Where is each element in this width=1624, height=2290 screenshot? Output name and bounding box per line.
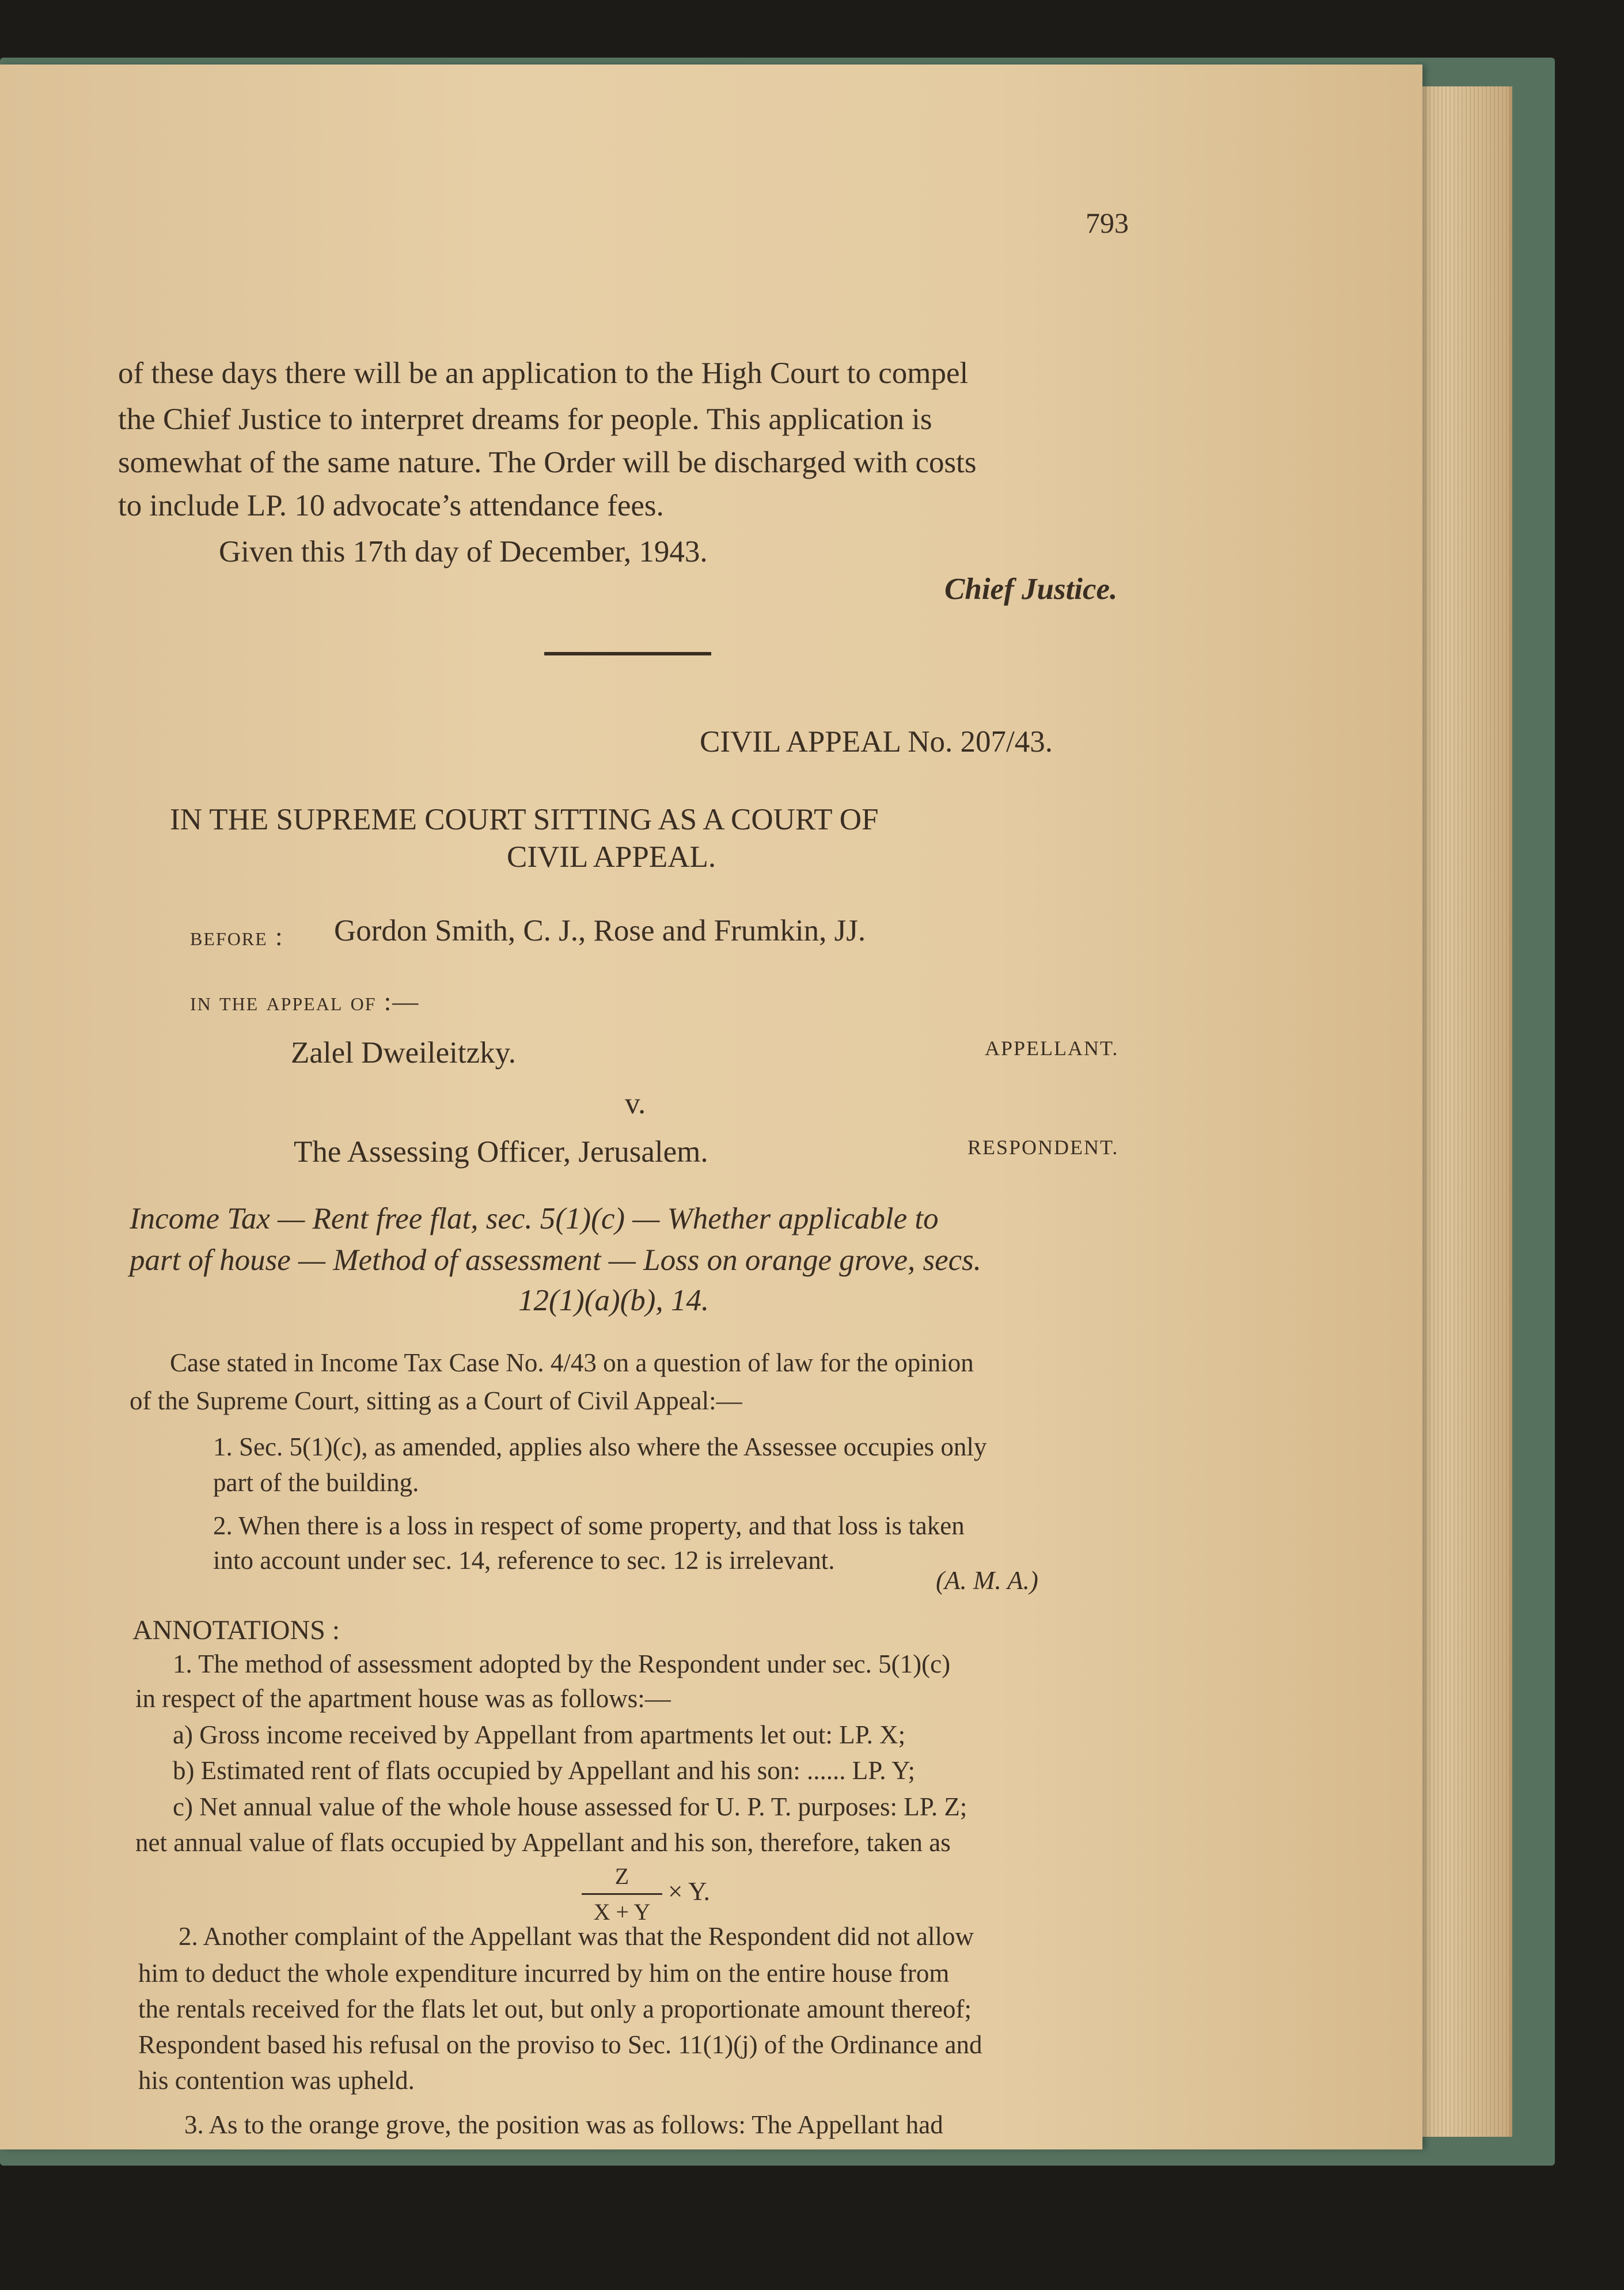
editor-initials: (A. M. A.) (936, 1566, 1038, 1595)
annotation-2-line-2: him to deduct the whole expenditure incurred by him on the entire house from (138, 1959, 950, 1988)
holding-2-line-2: into account under sec. 14, reference to sec. 12 is irrelevant. (213, 1546, 835, 1575)
court-heading-line-2: CIVIL APPEAL. (507, 840, 716, 874)
annotation-2-line-4: Respondent based his refusal on the proviso to Sec. 11(1)(j) of the Ordinance and (138, 2030, 982, 2059)
formula-multiplier: × Y. (668, 1877, 710, 1906)
annotations-heading: ANNOTATIONS : (132, 1615, 340, 1646)
headnote-line-2: part of house — Method of assessment — Loss on orange grove, secs. (130, 1243, 982, 1277)
annotation-item-c: c) Net annual value of the whole house assessed for U. P. T. purposes: LP. Z; (173, 1792, 967, 1821)
given-line: Given this 17th day of December, 1943. (219, 535, 708, 568)
holding-1-line-2: part of the building. (213, 1468, 419, 1497)
formula-numerator: Z (614, 1863, 629, 1889)
annotation-item-b: b) Estimated rent of flats occupied by Appellant and his son: ...... LP. Y; (173, 1756, 915, 1785)
in-the-appeal-of-label: in the appeal of :— (190, 987, 420, 1016)
case-stated-line-1: Case stated in Income Tax Case No. 4/43 on a question of law for the opinion (170, 1348, 974, 1377)
holding-1-line-1: 1. Sec. 5(1)(c), as amended, applies also where the Assessee occupies only (213, 1432, 987, 1461)
formula-fraction (582, 1863, 662, 1925)
annotation-1-line-end: net annual value of flats occupied by Appellant and his son, therefore, taken as (135, 1828, 951, 1857)
headnote-line-1: Income Tax — Rent free flat, sec. 5(1)(c) — Whether applicable to (130, 1202, 939, 1235)
top-paragraph-line-4: to include LP. 10 advocate’s attendance fees. (118, 489, 664, 522)
formula-denominator: X + Y (593, 1899, 651, 1925)
court-heading-line-1: IN THE SUPREME COURT SITTING AS A COURT OF (170, 803, 879, 836)
section-divider-rule (544, 652, 711, 655)
annotation-2-line-1: 2. Another complaint of the Appellant was that the Respondent did not allow (179, 1922, 974, 1951)
case-stated-line-2: of the Supreme Court, sitting as a Court of Civil Appeal:— (130, 1386, 742, 1415)
page-number: 793 (1086, 207, 1129, 239)
annotation-item-a: a) Gross income received by Appellant from apartments let out: LP. X; (173, 1720, 906, 1749)
case-number: CIVIL APPEAL No. 207/43. (700, 725, 1053, 759)
formula-fraction-bar (582, 1893, 662, 1895)
headnote-line-3: 12(1)(a)(b), 14. (518, 1284, 709, 1317)
versus: v. (625, 1087, 646, 1120)
top-paragraph-line-1: of these days there will be an application to the High Court to compel (118, 357, 969, 390)
appellant-label: APPELLANT. (985, 1037, 1119, 1060)
signature-chief-justice: Chief Justice. (944, 572, 1118, 606)
book-page (0, 65, 1422, 2149)
appellant-name: Zalel Dweileitzky. (291, 1036, 516, 1070)
top-paragraph-line-2: the Chief Justice to interpret dreams for people. This application is (118, 403, 932, 436)
holding-2-line-1: 2. When there is a loss in respect of some property, and that loss is taken (213, 1511, 965, 1540)
annotation-1-line-2: in respect of the apartment house was as follows:— (135, 1684, 671, 1713)
before-label: before : (190, 922, 284, 951)
annotation-2-line-5: his contention was upheld. (138, 2066, 415, 2095)
annotation-1-line-1: 1. The method of assessment adopted by the Respondent under sec. 5(1)(c) (173, 1650, 951, 1678)
respondent-name: The Assessing Officer, Jerusalem. (294, 1135, 708, 1169)
top-paragraph-line-3: somewhat of the same nature. The Order will be discharged with costs (118, 446, 977, 479)
respondent-label: RESPONDENT. (967, 1136, 1119, 1159)
page-text (0, 65, 1422, 2149)
annotation-2-line-3: the rentals received for the flats let out, but only a proportionate amount thereof; (138, 1995, 972, 2023)
before-judges: Gordon Smith, C. J., Rose and Frumkin, JJ. (334, 914, 866, 947)
annotation-3-line-1: 3. As to the orange grove, the position was as follows: The Appellant had (184, 2110, 943, 2139)
